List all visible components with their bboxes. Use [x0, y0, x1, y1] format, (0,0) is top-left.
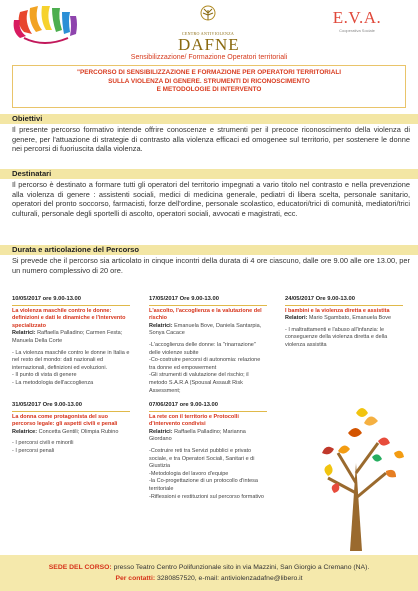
banner-line-1: "PERCORSO DI SENSIBILIZZAZIONE E FORMAZIONE PER OPERATORI TERRITORIALI: [77, 69, 341, 76]
centro-antiviolenza-dafne-logo: [178, 4, 240, 54]
footer-contacts: [0, 555, 418, 591]
event-topics: -Costruire reti tra Servizi pubblici e privato sociale, e tra Operatori Sociali, Sanitari e di Giustizia -Metodologia del lavoro d'equipe -la Co-progettazione di un protocollo d'intesa territoriale -Riflessioni e restituzioni sul percorso formativo: [149, 447, 264, 500]
event-relatori: Relatrici: Raffaella Palladino; Marianna Giordano: [149, 428, 246, 443]
event-relatori: Relatrici: Emanuela Bove, Daniela Santarpia, Sonya Cacace: [149, 322, 262, 337]
destinatari-text: Il percorso è destinato a formare tutti gli operatori del territorio impegnati a vario titolo nel contrasto e nella prevenzione alla violenza di genere : assistenti sociali, medici di medicina generale, pediatri di libera scelta, personale sanitario, operatori del pronto soccorso, farmacisti, forze dell'ordine, personale scolastico, educatori/trici di comunità, mediatori/trici culturali, personale degli sportelli di ascolto, operatori sociali, avvocati e magistrati, ecc.: [12, 180, 410, 218]
event-title: La donna come protagonista del suo percorso legale: gli aspetti civili e penali: [12, 413, 118, 428]
event-relatori: Relatrici: Raffaella Palladino; Carmen Festa; Manuela Della Corte: [12, 330, 123, 344]
event-card-3: [285, 296, 403, 350]
center-logo-sub: CENTRO ANTIVIOLENZA: [181, 31, 235, 36]
event-card-1: [12, 296, 130, 388]
event-date: 24/05/2017 Ore 9.00-13.00: [285, 296, 403, 306]
event-date: 31/05/2017 Ore 9.00-13.00: [12, 402, 130, 412]
event-date: 10/05/2017 ore 9.00-13.00: [12, 296, 130, 306]
tree-icon: [298, 393, 418, 551]
center-logo-main: DAFNE: [178, 35, 240, 54]
page-subtitle: Sensibilizzazione/ Formazione Operatori territoriali: [130, 54, 288, 61]
tree-emblem-icon: [178, 4, 238, 26]
event-relatori: Relatrice: Concetta Gentili; Olimpia Rubino: [12, 428, 119, 435]
eva-logo: [326, 8, 388, 48]
event-topics: - I percorsi civili e minorili - I percorsi penali: [12, 440, 74, 454]
event-card-4: [12, 402, 130, 456]
event-relatori: Relatori: Mario Sgambato, Emanuela Bove: [285, 315, 392, 322]
obiettivi-text: Il presente percorso formativo intende offrire conoscenze e strumenti per il precoce riconoscimento della violenza di genere, per l'attuazione di strategie di contrasto alla violenza efficaci ed omogenee sul territorio, per sostenere le donne nei percorsi di fuoriuscita dalla violenza.: [12, 125, 410, 154]
durata-heading: Durata e articolazione del Percorso: [0, 245, 418, 255]
eva-logo-title: E.V.A.: [332, 8, 382, 27]
banner-line-2: SULLA VIOLENZA DI GENERE. STRUMENTI DI RICONOSCIMENTO: [108, 77, 310, 85]
event-topics: - La violenza maschile contro le donne in Italia e nel resto del mondo: dati nazionali ed internazionali, definizioni ed evoluzioni. - Il punto di vista di genere - La metodologia dell'accoglienza: [12, 349, 130, 386]
hands-icon: [14, 6, 77, 43]
hands-logo: [10, 4, 80, 50]
eva-logo-sub: Cooperativa Sociale: [339, 28, 375, 33]
obiettivi-heading: Obiettivi: [0, 114, 418, 124]
course-title-banner: [12, 65, 406, 108]
event-title: La rete con il territorio e Protocolli d'intervento condivisi: [149, 413, 239, 428]
event-date: 07/06/2017 ore 9.00-13.00: [149, 402, 267, 412]
event-title: L'ascolto, l'accoglienza e la valutazione del rischio: [149, 307, 262, 322]
destinatari-heading: Destinatari: [0, 169, 418, 179]
event-card-2: [149, 296, 267, 395]
event-date: 17/05/2017 Ore 9.00-13.00: [149, 296, 267, 306]
footer-contatti: Per contatti: 3280857520, e-mail: antiviolenzadafne@libero.it: [115, 575, 303, 582]
durata-text: Si prevede che il percorso sia articolato in cinque incontri della durata di 4 ore ciascuno, dalle ore 9.00 alle ore 13.00, per un numero complessivo di 20 ore.: [12, 256, 410, 275]
footer-sede: SEDE DEL CORSO: presso Teatro Centro Polifunzionale sito in via Mazzini, San Giorgio a Cremano (NA).: [48, 564, 370, 571]
decorative-tree-illustration: [298, 393, 418, 551]
event-topics: -L'accoglienza delle donne: la "rinarrazione" delle violenze subite -Co-costruire percorsi di autonomia: relazione tra donne ed empowerment -Gli strumenti di valutazione del rischio; il metodo S.A.R.A (Spousal Assault Risk Assessment;: [149, 341, 261, 394]
banner-line-3: E METODOLOGIE DI INTERVENTO: [156, 86, 262, 94]
event-topics: - I maltrattamenti e l'abuso all'infanzia: le conseguenze della violenza diretta e della violenza assistita: [285, 326, 388, 348]
event-title: I bambini e la violenza diretta e assistita: [285, 307, 390, 314]
event-title: La violenza maschile contro le donne: definizioni e dati le dinamiche e l'intervento specializzato: [12, 307, 126, 329]
event-card-5: [149, 402, 267, 501]
